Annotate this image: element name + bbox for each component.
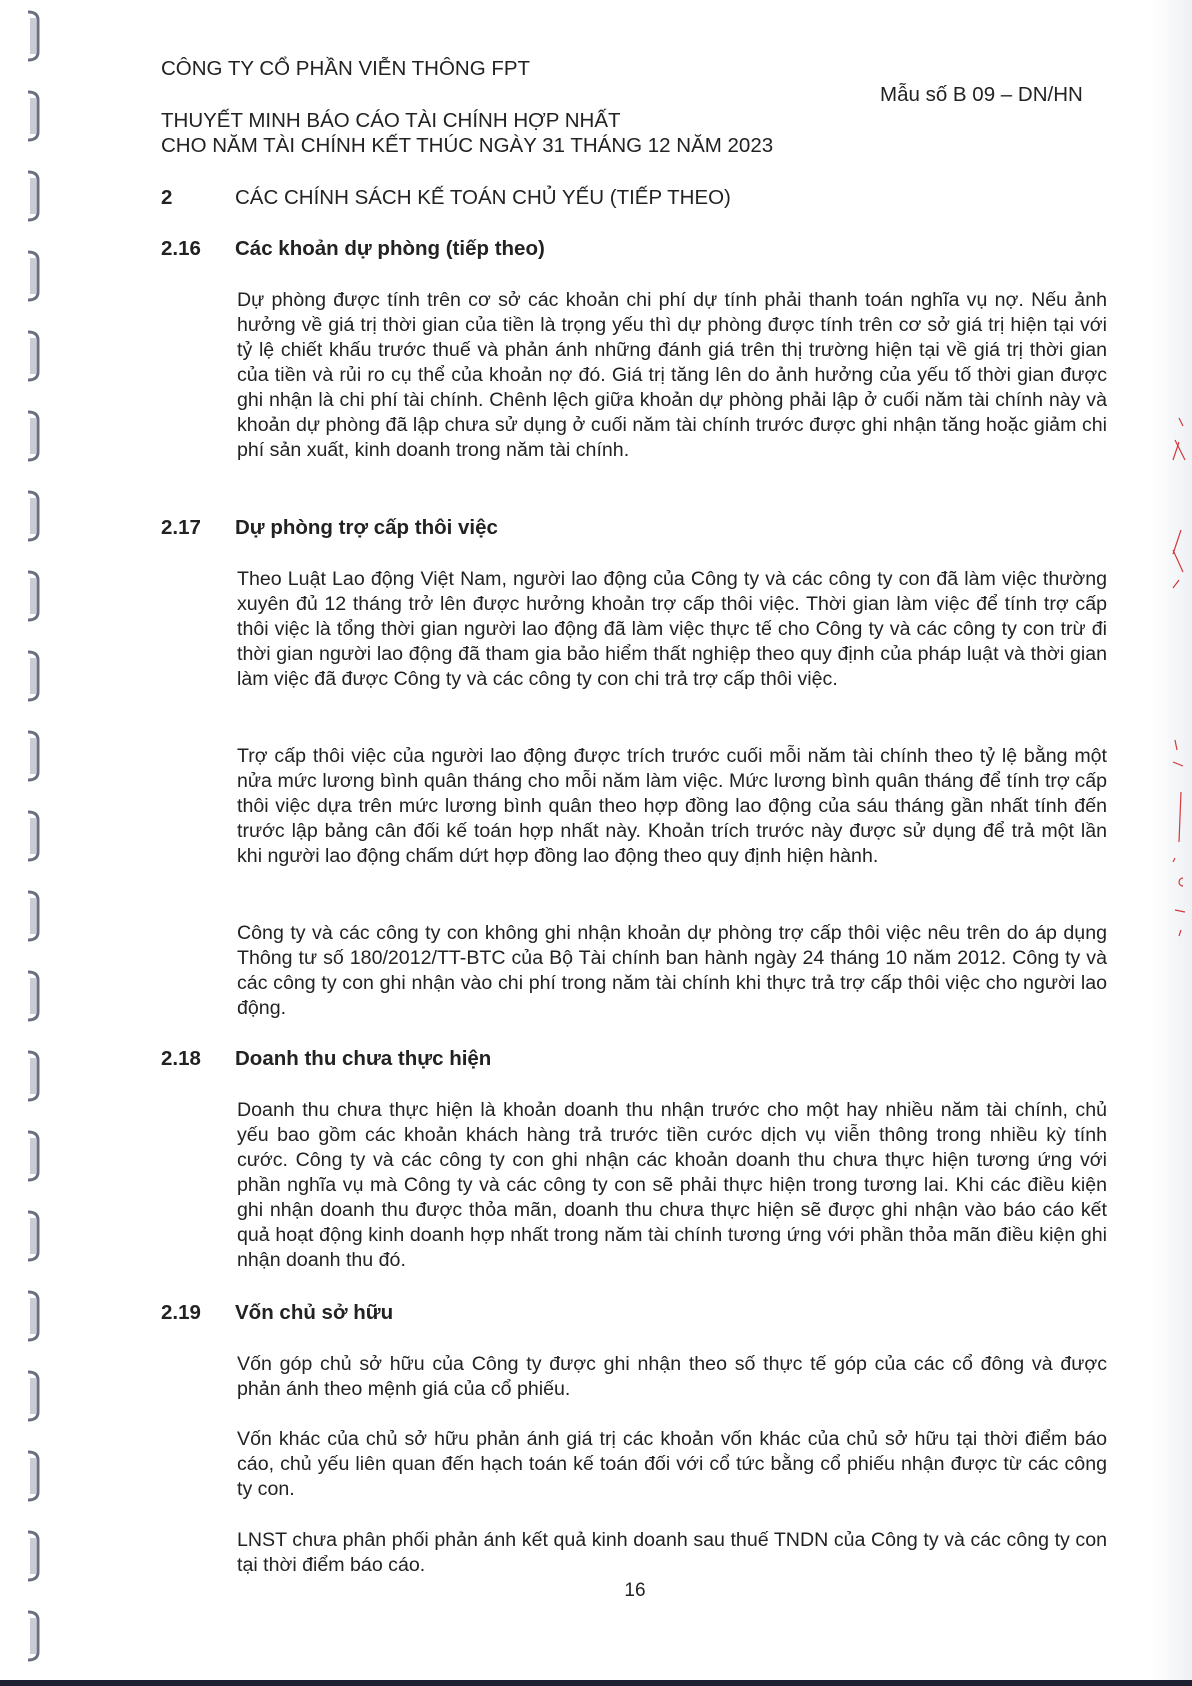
section-title: Dự phòng trợ cấp thôi việc [235,516,498,539]
binding-edge [0,0,60,1686]
page-number: 16 [624,1580,646,1601]
paragraph: Vốn góp chủ sở hữu của Công ty được ghi nhận theo số thực tế góp của các cổ đông và được phản ánh theo mệnh giá của cổ phiếu. [237,1353,1107,1400]
binding-ring [26,808,42,864]
paragraph: Công ty và các công ty con không ghi nhận khoản dự phòng trợ cấp thôi việc nêu trên do áp dụng Thông tư số 180/2012/TT-BTC của Bộ Tài chính ban hành ngày 24 tháng 10 năm 2012. Công ty và các công ty con ghi nhận vào chi phí trong năm tài chính khi thực trả trợ cấp thôi việc cho người lao động. [237,922,1107,1019]
binding-ring [26,1048,42,1104]
section-title: Các khoản dự phòng (tiếp theo) [235,237,545,260]
binding-ring [26,568,42,624]
form-number: Mẫu số B 09 – DN/HN [880,83,1083,106]
binding-ring [26,728,42,784]
binding-ring [26,1448,42,1504]
paragraph: Vốn khác của chủ sở hữu phản ánh giá trị các khoản vốn khác của chủ sở hữu tại thời điểm báo cáo, chủ yếu liên quan đến hạch toán kế toán đối với cổ tức bằng cổ phiếu nhận được từ các công ty con. [237,1428,1107,1500]
binding-ring [26,1208,42,1264]
binding-ring [26,648,42,704]
binding-ring [26,88,42,144]
section-number: 2.17 [161,516,201,539]
binding-ring [26,968,42,1024]
report-title-line1: THUYẾT MINH BÁO CÁO TÀI CHÍNH HỢP NHẤT [161,109,621,132]
paragraph: Dự phòng được tính trên cơ sở các khoản chi phí dự tính phải thanh toán nghĩa vụ nợ. Nếu ảnh hưởng về giá trị thời gian của tiền là trọng yếu thì dự phòng được tính trên cơ sở giá trị hiện tại với tỷ lệ chiết khấu trước thuế và phản ánh những đánh giá trên thị trường hiện tại về giá trị thời gian của tiền và rủi ro cụ thể của khoản nợ đó. Giá trị tăng lên do ảnh hưởng của yếu tố thời gian được ghi nhận là chi phí tài chính. Chênh lệch giữa khoản dự phòng phải lập ở cuối năm tài chính này và khoản dự phòng đã lập chưa sử dụng ở cuối năm tài chính trước được ghi nhận tăng hoặc giảm chi phí sản xuất, kinh doanh trong năm tài chính. [237,289,1107,461]
report-title-line2: CHO NĂM TÀI CHÍNH KẾT THÚC NGÀY 31 THÁNG 12 NĂM 2023 [161,134,774,157]
section-title: CÁC CHÍNH SÁCH KẾ TOÁN CHỦ YẾU (TIẾP THEO) [235,186,731,209]
binding-ring [26,1288,42,1344]
paragraph: Theo Luật Lao động Việt Nam, người lao động của Công ty và các công ty con đã làm việc thường xuyên đủ 12 tháng trở lên được hưởng khoản trợ cấp thôi việc. Thời gian làm việc để tính trợ cấp thôi việc là tổng thời gian người lao động đã làm việc thực tế cho Công ty và các công ty con trừ đi thời gian người lao động đã tham gia bảo hiểm thất nghiệp theo quy định của pháp luật và thời gian làm việc đã được Công ty và các công ty con chi trả trợ cấp thôi việc. [237,568,1107,690]
handwritten-marks [1165,400,1192,1300]
company-name: CÔNG TY CỔ PHẦN VIỄN THÔNG FPT [161,57,531,80]
binding-ring [26,1368,42,1424]
binding-ring [26,408,42,464]
binding-ring [26,328,42,384]
binding-ring [26,488,42,544]
binding-ring [26,168,42,224]
section-title: Doanh thu chưa thực hiện [235,1047,492,1070]
paragraph: Trợ cấp thôi việc của người lao động được trích trước cuối mỗi năm tài chính theo tỷ lệ bằng một nửa mức lương bình quân tháng cho mỗi năm làm việc. Mức lương bình quân tháng để tính trợ cấp thôi việc dựa trên mức lương bình quân theo hợp đồng lao động của sáu tháng gần nhất tính đến trước lập bảng cân đối kế toán hợp nhất này. Khoản trích trước này được sử dụng để trả một lần khi người lao động chấm dứt hợp đồng lao động theo quy định hiện hành. [237,745,1107,867]
section-number: 2.18 [161,1047,201,1070]
binding-ring [26,888,42,944]
section-title: Vốn chủ sở hữu [235,1301,394,1324]
binding-ring [26,248,42,304]
section-number: 2.19 [161,1301,201,1324]
section-number: 2.16 [161,237,201,260]
binding-ring [26,1128,42,1184]
binding-ring [26,1608,42,1664]
section-number: 2 [161,186,173,209]
binding-ring [26,8,42,64]
paragraph: LNST chưa phân phối phản ánh kết quả kinh doanh sau thuế TNDN của Công ty và các công ty con tại thời điểm báo cáo. [237,1529,1107,1576]
paragraph: Doanh thu chưa thực hiện là khoản doanh thu nhận trước cho một hay nhiều năm tài chính, chủ yếu bao gồm các khoản khách hàng trả trước tiền cước dịch vụ viễn thông trong nhiều kỳ tính cước. Công ty và các công ty con ghi nhận các khoản doanh thu chưa thực hiện tương ứng với phần nghĩa vụ mà Công ty và các công ty con sẽ phải thực hiện trong tương lai. Khi các điều kiện ghi nhận doanh thu được thỏa mãn, doanh thu chưa thực hiện sẽ được ghi nhận vào báo cáo kết quả hoạt động kinh doanh hợp nhất trong năm tài chính tương ứng với phần thỏa mãn điều kiện ghi nhận doanh thu đó. [237,1099,1107,1271]
binding-ring [26,1528,42,1584]
scan-bottom-edge [0,1680,1192,1686]
